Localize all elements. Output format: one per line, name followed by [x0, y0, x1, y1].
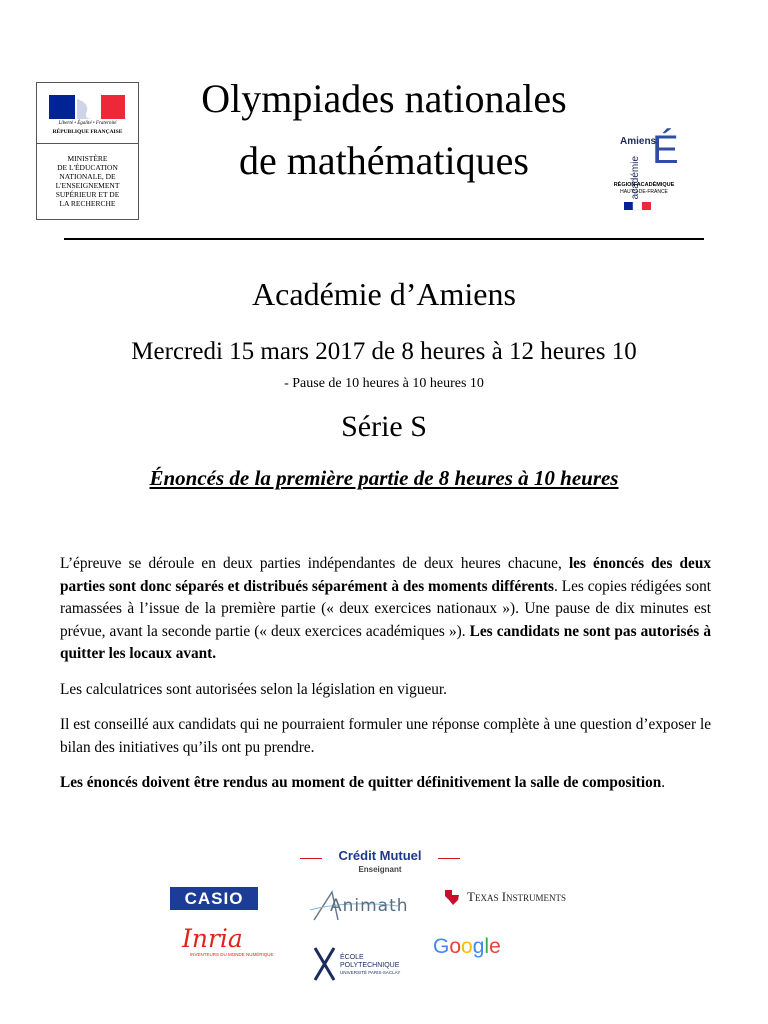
ministry-line: SUPÉRIEUR ET DE	[55, 190, 120, 199]
exam-date: Mercredi 15 mars 2017 de 8 heures à 12 heures 10	[131, 338, 637, 365]
part-subtitle: Énoncés de la première partie de 8 heures à 10 heures	[149, 466, 619, 490]
animath-logo: Animath	[308, 886, 404, 926]
instruction-paragraph: Les énoncés doivent être rendus au moment de quitter définitivement la salle de composition.	[60, 774, 666, 791]
region-label-2: HAUTS-DE-FRANCE	[620, 189, 668, 195]
google-logo: Google	[433, 935, 501, 958]
ministry-line: MINISTÈRE	[67, 154, 108, 163]
instructions	[60, 553, 711, 808]
texas-instruments-logo: Texas Instruments	[443, 888, 593, 908]
ministry-line: LA RECHERCHE	[59, 199, 116, 208]
polytechnique-x-icon	[312, 944, 338, 984]
academy-name: Académie d’Amiens	[252, 276, 516, 312]
header-rule	[64, 238, 704, 240]
french-flag-icon	[624, 202, 654, 216]
ministry-line: DE L'ÉDUCATION	[57, 163, 118, 172]
serie-title: Série S	[341, 410, 427, 443]
instruction-paragraph: Il est conseillé aux candidats qui ne pourraient formuler une réponse complète à une question d’exposer le bilan des initiatives qu’ils ont pu prendre.	[60, 716, 711, 756]
casio-logo: CASIO	[170, 887, 258, 910]
title-line-1: Olympiades nationales	[201, 76, 567, 121]
academie-amiens-logo	[596, 130, 692, 222]
credit-mutuel-logo: Crédit Mutuel Enseignant	[300, 846, 460, 880]
region-label: RÉGION ACADÉMIQUE	[613, 182, 675, 188]
instruction-paragraph: L’épreuve se déroule en deux parties indépendantes de deux heures chacune, les énoncés des deux parties sont donc séparés et distribués séparément à des moments différents. Les copies rédigées sont ramassées à l’issue de la première partie (« deux exercices nationaux »). Une pause de dix minutes est prévue, avant la seconde partie (« deux exercices académiques »). Les candidats ne sont pas autorisés à quitter les locaux avant.	[60, 555, 712, 662]
ministry-line: L'ENSEIGNEMENT	[55, 181, 120, 190]
academie-e-letter: É	[652, 128, 679, 172]
amiens-word: Amiens	[620, 136, 657, 147]
academie-word: académie	[630, 156, 641, 200]
texas-state-icon	[443, 888, 461, 906]
republic-motto: Liberté • Égalité • Fraternité	[58, 121, 117, 126]
instruction-paragraph: Les calculatrices sont autorisées selon la législation en vigueur.	[60, 680, 447, 698]
republic-label: RÉPUBLIQUE FRANÇAISE	[52, 129, 123, 135]
pause-note: - Pause de 10 heures à 10 heures 10	[284, 376, 484, 391]
ministry-line: NATIONALE, DE	[59, 172, 116, 181]
inria-logo: Inria INVENTEURS DU MONDE NUMÉRIQUE	[182, 924, 274, 957]
ecole-polytechnique-logo: ÉCOLE POLYTECHNIQUE UNIVERSITÉ PARIS-SACLAY	[312, 944, 422, 986]
title-line-2: de mathématiques	[239, 138, 529, 183]
